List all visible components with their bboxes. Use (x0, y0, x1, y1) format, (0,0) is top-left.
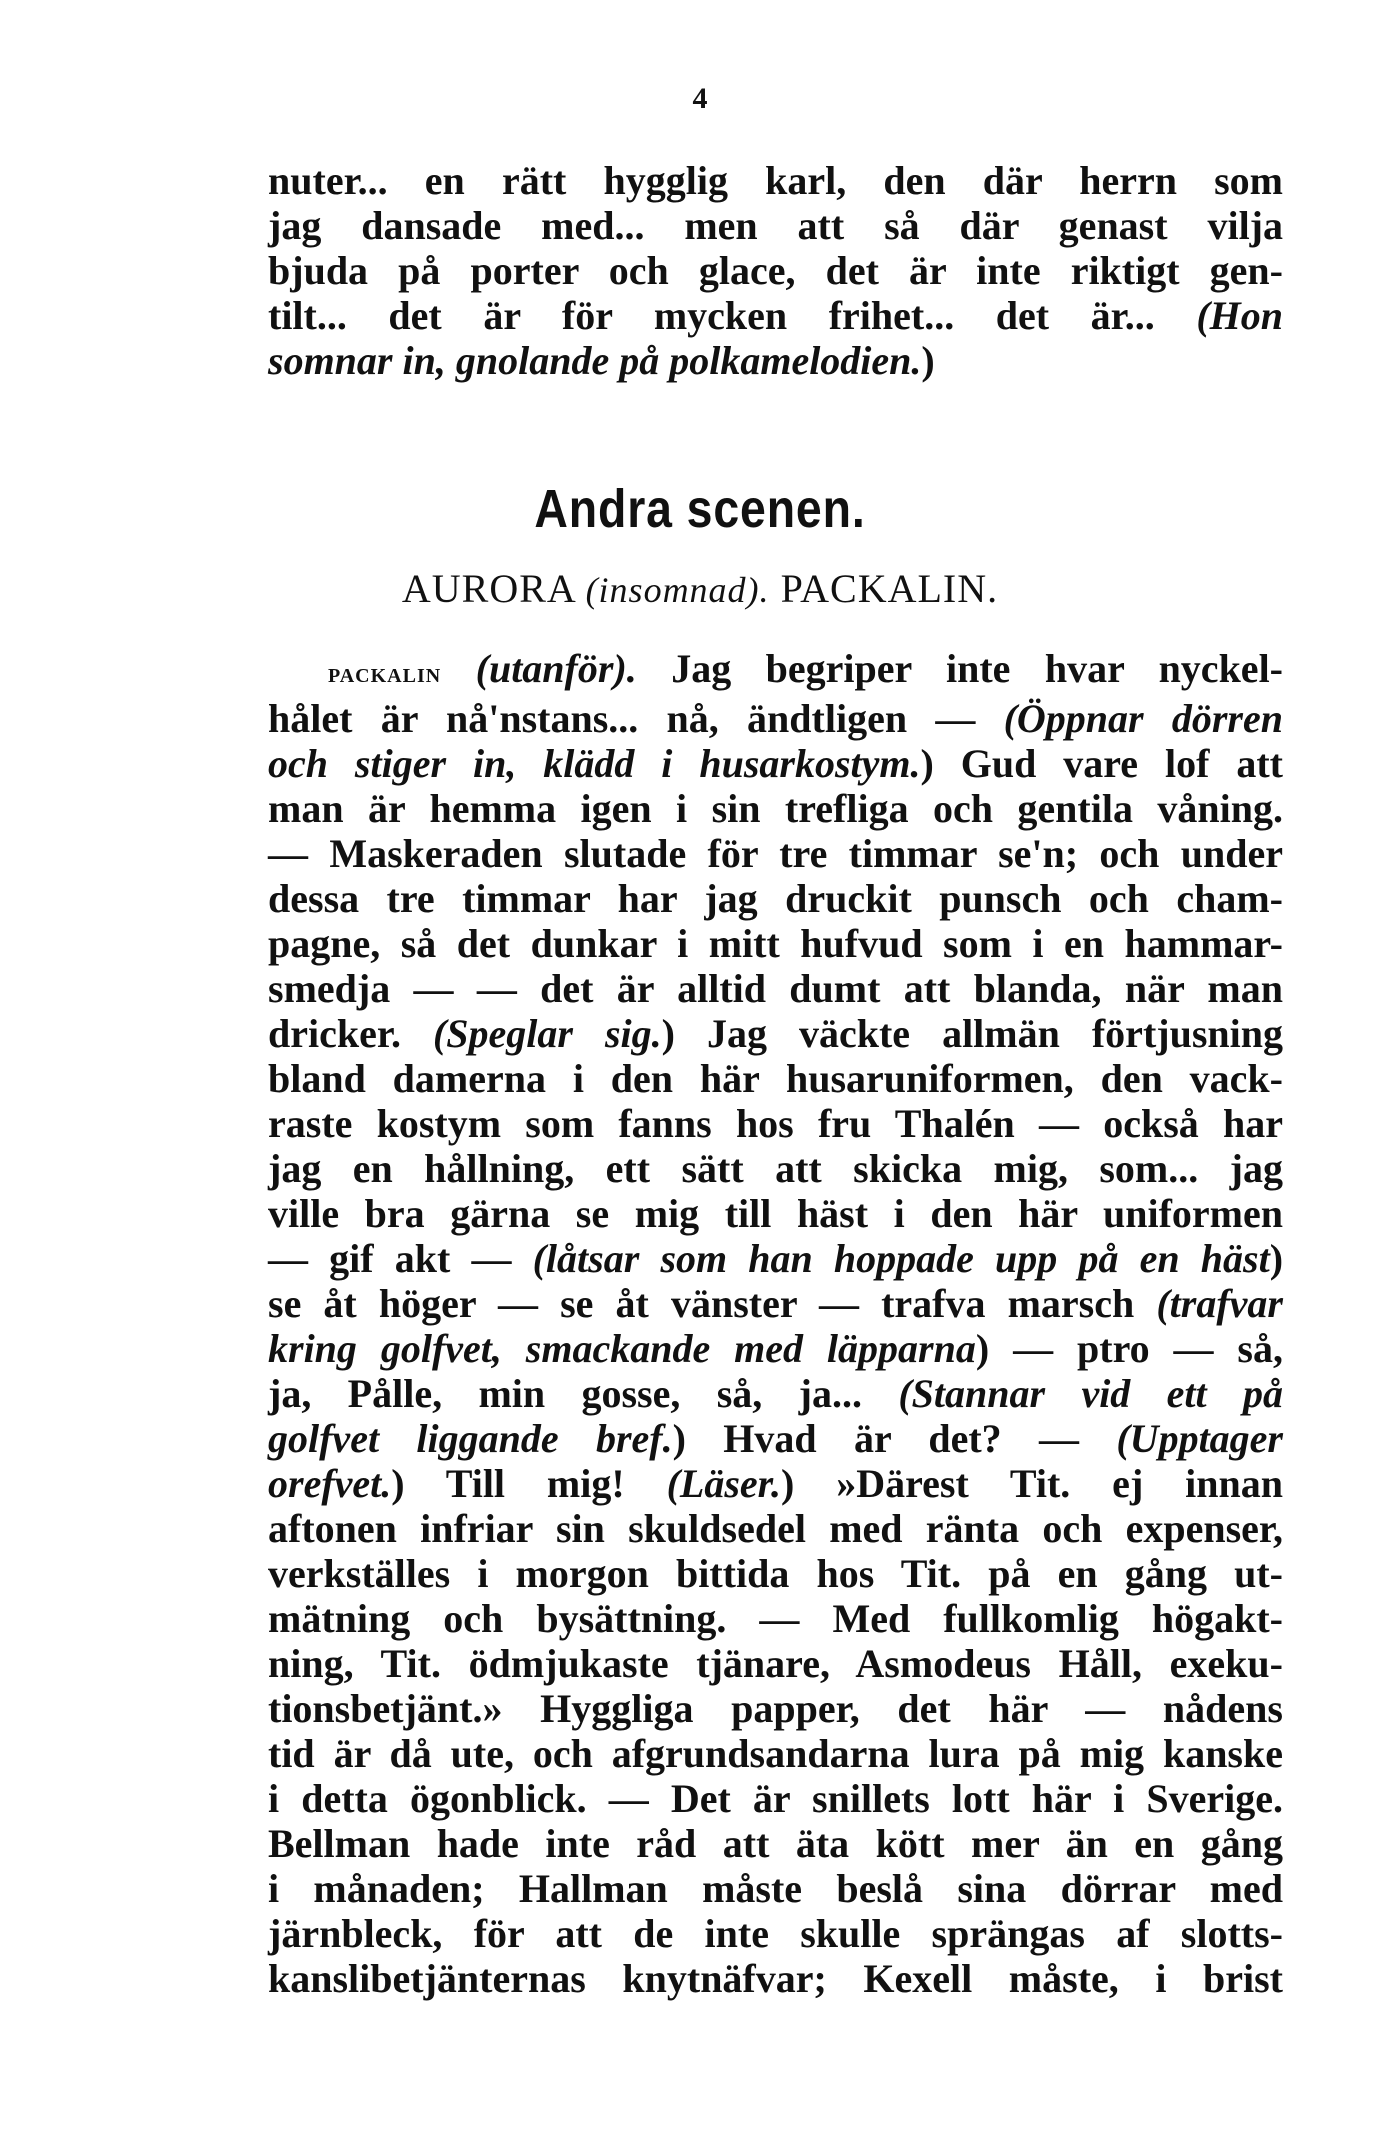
stage-direction: (trafvar (1156, 1281, 1283, 1326)
stage-direction: (Öppnar dörren (1003, 696, 1284, 741)
text-line (268, 1731, 1283, 1776)
text-run: se åt höger — se åt vänster — trafva marsch (268, 1281, 1157, 1326)
text-run: nuter... en rätt hygglig karl, den där herrn som (268, 158, 1283, 203)
text-run: pagne, så det dunkar i mitt hufvud som i en hammar- (268, 921, 1283, 966)
text-run: ) »Därest Tit. ej innan (781, 1461, 1283, 1506)
text-run: ) Hvad är det? — (672, 1416, 1117, 1461)
text-line (268, 1866, 1283, 1911)
text-run: tid är då ute, och afgrundsandarna lura på mig kanske (268, 1731, 1283, 1776)
text-run: dessa tre timmar har jag druckit punsch och cham- (268, 876, 1283, 921)
text-line (268, 786, 1283, 831)
text-line (268, 203, 1283, 248)
text-run: jag dansade med... men att så där genast vilja (268, 203, 1283, 248)
text-line (268, 1596, 1283, 1641)
text-line (268, 876, 1283, 921)
text-line (268, 1326, 1283, 1371)
text-line (268, 1551, 1283, 1596)
stage-direction: (Stannar vid ett på (898, 1371, 1284, 1416)
text-run: ) — ptro — så, (975, 1326, 1283, 1371)
text-line (268, 1011, 1283, 1056)
text-line (268, 1191, 1283, 1236)
stage-direction: orefvet. (268, 1461, 392, 1506)
text-run: ville bra gärna se mig till häst i den här uniformen (268, 1191, 1283, 1236)
text-run: bland damerna i den här husaruniformen, den vack- (268, 1056, 1283, 1101)
main-paragraph (268, 646, 1283, 2001)
text-line (268, 1101, 1283, 1146)
text-run: — Maskeraden slutade för tre timmar se'n; och under (268, 831, 1283, 876)
stage-direction: (låtsar som han hoppade upp på en häst (532, 1236, 1270, 1281)
text-line (268, 293, 1283, 338)
text-run: — gif akt — (268, 1236, 533, 1281)
text-run: ) Jag väckte allmän förtjusning (661, 1011, 1283, 1056)
text-line (268, 1236, 1283, 1281)
text-run: ) (921, 338, 935, 383)
text-line (268, 831, 1283, 876)
cast-note: (insomnad). (585, 570, 770, 610)
stage-direction: (Speglar sig. (432, 1011, 662, 1056)
top-paragraph (268, 158, 1283, 383)
stage-direction: somnar in, gnolande på polkamelodien. (268, 338, 922, 383)
text-line (268, 1956, 1283, 2001)
stage-direction: (utanför). (475, 646, 637, 691)
text-line (268, 158, 1283, 203)
text-run: bjuda på porter och glace, det är inte riktigt gen- (268, 248, 1283, 293)
text-run: smedja — — det är alltid dumt att blanda, när man (268, 966, 1283, 1011)
text-run: raste kostym som fanns hos fru Thalén — också har (268, 1101, 1283, 1146)
text-run: kanslibetjänternas knytnäfvar; Kexell måste, i brist (268, 1956, 1283, 2001)
text-line (268, 338, 1283, 383)
text-run: ) Till mig! (391, 1461, 667, 1506)
text-run: jag en hållning, ett sätt att skicka mig, som... jag (268, 1146, 1283, 1191)
scene-heading: Andra scenen. (534, 479, 866, 539)
text-line (268, 248, 1283, 293)
stage-direction: (Hon (1196, 293, 1283, 338)
cast-list (0, 565, 1400, 612)
text-run: dricker. (268, 1011, 433, 1056)
text-line (268, 1371, 1283, 1416)
text-run: man är hemma igen i sin trefliga och gentila våning. (268, 786, 1283, 831)
text-line (268, 1776, 1283, 1821)
text-run: Jag begriper inte hvar nyckel- (636, 646, 1283, 691)
text-line (268, 696, 1283, 741)
text-run: hålet är nå'nstans... nå, ändtligen — (268, 696, 1004, 741)
text-run: Bellman hade inte råd att äta kött mer än en gång (268, 1821, 1283, 1866)
text-line (268, 1911, 1283, 1956)
text-line (268, 1461, 1283, 1506)
text-line (268, 921, 1283, 966)
text-line (268, 1506, 1283, 1551)
page-number: 4 (692, 82, 708, 115)
text-run: aftonen infriar sin skuldsedel med ränta och expenser, (268, 1506, 1283, 1551)
text-line (268, 966, 1283, 1011)
text-line (268, 1641, 1283, 1686)
text-run: verkställes i morgon bittida hos Tit. på en gång ut- (268, 1551, 1283, 1596)
text-run: mätning och bysättning. — Med fullkomlig högakt- (268, 1596, 1283, 1641)
text-run: i detta ögonblick. — Det är snillets lott här i Sverige. (268, 1776, 1283, 1821)
text-line (268, 1416, 1283, 1461)
text-run (441, 646, 475, 691)
text-run: i månaden; Hallman måste beslå sina dörrar med (268, 1866, 1283, 1911)
text-line (268, 1056, 1283, 1101)
cast-name-aurora: AURORA (401, 566, 575, 611)
text-run: ) Gud vare lof att (920, 741, 1283, 786)
text-line (268, 1821, 1283, 1866)
stage-direction: och stiger in, klädd i husarkostym. (268, 741, 921, 786)
text-run: ning, Tit. ödmjukaste tjänare, Asmodeus Håll, exeku- (268, 1641, 1283, 1686)
stage-direction: kring golfvet, smackande med läpparna (268, 1326, 976, 1371)
speaker-name: packalin (328, 658, 442, 689)
text-run: ) (1269, 1236, 1284, 1281)
text-run: ja, Pålle, min gosse, så, ja... (268, 1371, 899, 1416)
stage-direction: (Läser. (666, 1461, 781, 1506)
stage-direction: golfvet liggande bref. (268, 1416, 673, 1461)
text-run: tilt... det är för mycken frihet... det är... (268, 293, 1197, 338)
text-line (268, 1686, 1283, 1731)
stage-direction: (Upptager (1116, 1416, 1283, 1461)
text-line (268, 1281, 1283, 1326)
text-run: järnbleck, för att de inte skulle sprängas af slotts- (268, 1911, 1283, 1956)
text-line (268, 1146, 1283, 1191)
text-line (268, 741, 1283, 786)
cast-name-packalin: PACKALIN. (780, 566, 999, 611)
text-line (268, 646, 1283, 696)
text-run: tionsbetjänt.» Hyggliga papper, det här — nådens (268, 1686, 1283, 1731)
